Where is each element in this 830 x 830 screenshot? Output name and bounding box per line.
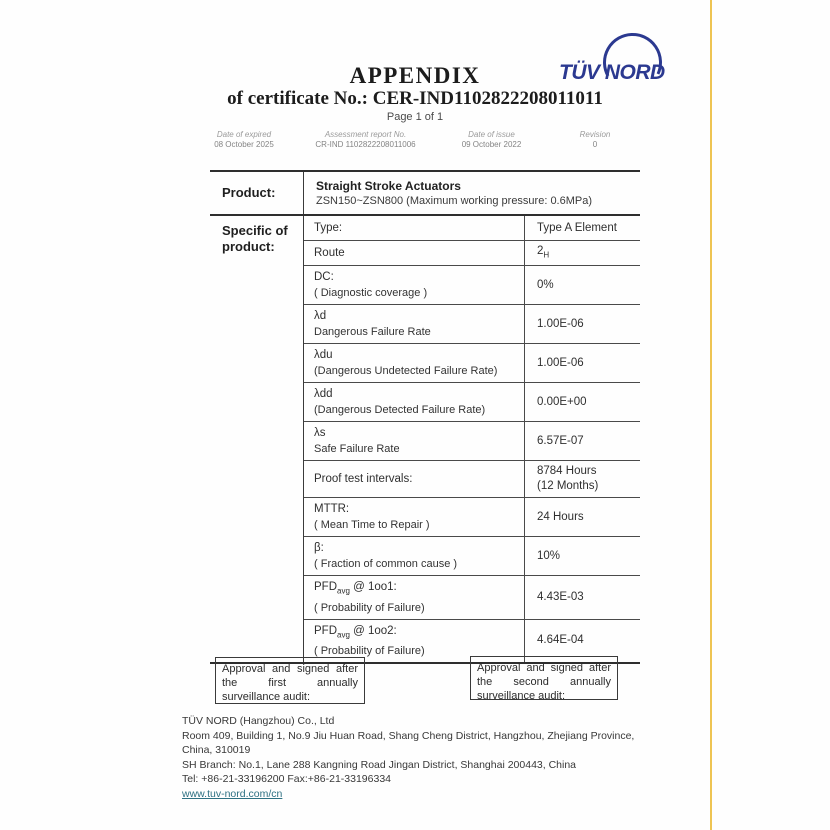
spec-row [304,344,640,383]
product-cell [303,172,640,214]
page-number: Page 1 of 1 [386,111,444,123]
footer-branch: SH Branch: No.1, Lane 288 Kangning Road Jingan District, Shanghai 200443, China [182,758,577,771]
spec-value-line2: (12 Months) [537,480,599,493]
spec-param-description: ( Mean Time to Repair ) [314,519,430,532]
meta-value: CR-IND 1102822208011006 [315,140,416,149]
spec-param-cell: β: ( Fraction of common cause ) [304,537,524,575]
certificate-number-line: of certificate No.: CER-IND1102822208011011 [227,88,603,109]
approval-box-second-audit: Approval and signed after the second annually surveillance audit: [470,656,618,700]
spec-param-description: ( Fraction of common cause ) [314,558,458,571]
title-block [0,64,830,124]
footer-phone: Tel: +86-21-33196200 Fax:+86-21-33196334 [182,773,391,785]
spec-value-cell: 1.00E-06 [524,305,640,343]
spec-value-cell: 4.43E-03 [524,576,640,618]
spec-param-cell: $PFD_{avg}$ @ 1oo2: ( Probability of Failure) [304,620,524,662]
meta-field-date-expired [190,130,298,150]
footer [182,714,652,801]
website-link[interactable]: www.tuv-nord.com/cn [182,787,283,800]
meta-value: 09 October 2022 [461,140,522,149]
spec-row [304,422,640,461]
meta-label: Date of expired [216,130,272,139]
meta-value: 0 [592,140,598,149]
spec-param-cell: Proof test intervals: [314,473,413,486]
spec-param-cell: MTTR: ( Mean Time to Repair ) [304,498,524,536]
meta-row [190,130,640,150]
spec-param-cell: λd Dangerous Failure Rate [304,305,524,343]
product-row [210,172,640,216]
meta-value: 08 October 2025 [214,140,274,149]
spec-row [304,537,640,576]
spec-value-cell: 1.00E-06 [524,344,640,382]
spec-param-description: (Dangerous Undetected Failure Rate) [314,365,498,378]
spec-row [304,383,640,422]
spec-row [304,576,640,619]
spec-param-cell: λdd (Dangerous Detected Failure Rate) [304,383,524,421]
spec-rows [303,216,640,662]
meta-label: Date of issue [468,130,515,139]
spec-param-cell: λs Safe Failure Rate [304,422,524,460]
page-title: APPENDIX [349,63,481,88]
spec-value-cell: 24 Hours [524,498,640,536]
spec-value-cell: Type A Element [524,216,640,240]
spec-row [304,266,640,305]
spec-param-description: Safe Failure Rate [314,443,400,456]
product-row-label: Product: [222,185,276,200]
spec-param-description: ( Probability of Failure) [314,644,425,657]
gold-edge-stripe [710,0,712,830]
spec-param-cell: λdu (Dangerous Undetected Failure Rate) [304,344,524,382]
spec-row [304,461,640,498]
spec-param-cell: DC: ( Diagnostic coverage ) [304,266,524,304]
spec-row [304,305,640,344]
spec-param-cell: Type: [314,222,343,234]
spec-value-cell: $2_H$ [524,241,640,265]
specific-row-label: Specific of product: [222,223,288,254]
spec-param-description: ( Diagnostic coverage ) [314,287,428,300]
spec-param-description: ( Probability of Failure) [314,601,425,614]
spec-param-description: (Dangerous Detected Failure Rate) [314,404,486,417]
spec-value-cell: 6.57E-07 [524,422,640,460]
footer-address: Room 409, Building 1, No.9 Jiu Huan Road, Shang Cheng District, Hangzhou, Zhejiang Province, China, 310019 [182,729,635,756]
spec-row [304,216,640,241]
tuv-nord-logo-text: TÜV NORD [559,61,665,84]
spec-value-cell: 4.64E-04 [524,620,640,662]
meta-field-assessment-report [298,130,433,150]
spec-param-cell: $PFD_{avg}$ @ 1oo1: ( Probability of Failure) [304,576,524,618]
specific-section [210,216,640,662]
spec-value-cell: 0% [524,266,640,304]
spec-param-description: Dangerous Failure Rate [314,326,431,339]
product-name: Straight Stroke Actuators [316,179,461,193]
spec-row [304,241,640,266]
spec-row [304,498,640,537]
footer-company: TÜV NORD (Hangzhou) Co., Ltd [182,715,335,727]
spec-value-cell: 0.00E+00 [524,383,640,421]
approval-box-first-audit: Approval and signed after the first annually surveillance audit: [215,657,365,704]
spec-value-cell: 10% [524,537,640,575]
spec-value-cell: 8784 Hours (12 Months) [524,461,640,497]
meta-field-date-issue [433,130,550,150]
certificate-table [210,170,640,664]
meta-field-revision [550,130,640,150]
product-spec: ZSN150~ZSN800 (Maximum working pressure: 0.6MPa) [316,195,593,207]
spec-param-cell: Route [314,247,345,260]
meta-label: Revision [579,130,611,139]
meta-label: Assessment report No. [324,130,407,139]
